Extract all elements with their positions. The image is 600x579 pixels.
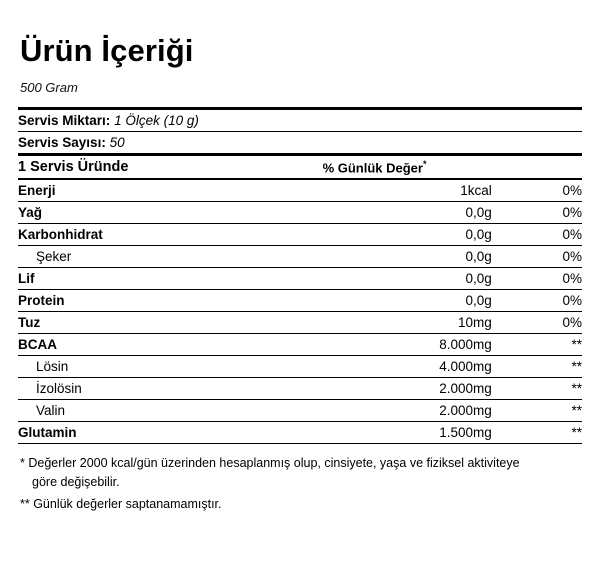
header-serving-label: 1 Servis Üründe: [18, 156, 323, 179]
nutrient-amount: 0,0g: [323, 224, 492, 246]
nutrient-daily-value: 0%: [492, 312, 582, 334]
nutrient-name: Karbonhidrat: [18, 224, 323, 246]
nutrient-daily-value: 0%: [492, 179, 582, 202]
nutrient-amount: 1.500mg: [323, 422, 492, 444]
table-row: [18, 400, 582, 422]
nutrient-name: Lösin: [18, 356, 323, 378]
nutrient-amount: 1kcal: [323, 179, 492, 202]
nutrient-daily-value: **: [492, 334, 582, 356]
nutrient-daily-value: **: [492, 400, 582, 422]
table-row: [18, 179, 582, 202]
nutrient-daily-value: **: [492, 422, 582, 444]
table-row: [18, 202, 582, 224]
nutrient-name: Yağ: [18, 202, 323, 224]
header-daily-value-asterisk: *: [422, 159, 427, 170]
nutrient-amount: 8.000mg: [323, 334, 492, 356]
serving-amount-row: [18, 110, 582, 132]
table-row: [18, 246, 582, 268]
nutrient-daily-value: 0%: [492, 224, 582, 246]
nutrient-name: İzolösin: [18, 378, 323, 400]
nutrient-amount: 2.000mg: [323, 378, 492, 400]
table-row: [18, 378, 582, 400]
footnote-line-1: * Değerler 2000 kcal/gün üzerinden hesaplanmış olup, cinsiyete, yaşa ve fiziksel aktiviteye: [20, 456, 520, 471]
nutrient-name: BCAA: [18, 334, 323, 356]
nutrient-amount: 2.000mg: [323, 400, 492, 422]
header-daily-value-text: % Günlük Değer: [322, 160, 423, 176]
nutrient-amount: 0,0g: [323, 202, 492, 224]
nutrient-name: Tuz: [18, 312, 323, 334]
nutrient-amount: 10mg: [323, 312, 492, 334]
nutrient-name: Protein: [18, 290, 323, 312]
package-size: 500 Gram: [20, 80, 78, 96]
nutrient-daily-value: **: [492, 378, 582, 400]
nutrient-amount: 0,0g: [323, 290, 492, 312]
nutrient-daily-value: 0%: [492, 202, 582, 224]
nutrient-name: Glutamin: [18, 422, 323, 444]
serving-info-table: [18, 110, 582, 156]
header-daily-value-label: [323, 156, 582, 179]
nutrient-name: Enerji: [18, 179, 323, 202]
table-row: [18, 356, 582, 378]
table-row: [18, 268, 582, 290]
table-row: [18, 422, 582, 444]
nutrient-amount: 0,0g: [323, 246, 492, 268]
nutrient-daily-value: 0%: [492, 246, 582, 268]
nutrient-name: Valin: [18, 400, 323, 422]
nutrition-table-header: [18, 156, 582, 179]
table-row: [18, 312, 582, 334]
serving-amount-label: Servis Miktarı:: [18, 113, 111, 129]
footnote-undetermined: ** Günlük değerler saptanamamıştır.: [20, 496, 222, 511]
table-row: [18, 334, 582, 356]
nutrient-name: Lif: [18, 268, 323, 290]
serving-count-value: 50: [109, 135, 125, 151]
nutrient-amount: 0,0g: [323, 268, 492, 290]
footnotes: [18, 454, 582, 512]
page-title: Ürün İçeriği: [20, 33, 194, 68]
nutrient-daily-value: 0%: [492, 290, 582, 312]
table-row: [18, 290, 582, 312]
nutrient-daily-value: **: [492, 356, 582, 378]
table-row: [18, 224, 582, 246]
nutrient-amount: 4.000mg: [323, 356, 492, 378]
serving-count-label: Servis Sayısı:: [18, 135, 106, 151]
nutrient-daily-value: 0%: [492, 268, 582, 290]
serving-amount-value: 1 Ölçek (10 g): [114, 113, 199, 129]
nutrition-table: [18, 156, 582, 444]
nutrient-name: Şeker: [18, 246, 323, 268]
serving-count-row: [18, 132, 582, 155]
footnote-daily-values: [20, 454, 582, 490]
footnote-line-1b: göre değişebilir.: [32, 474, 120, 489]
